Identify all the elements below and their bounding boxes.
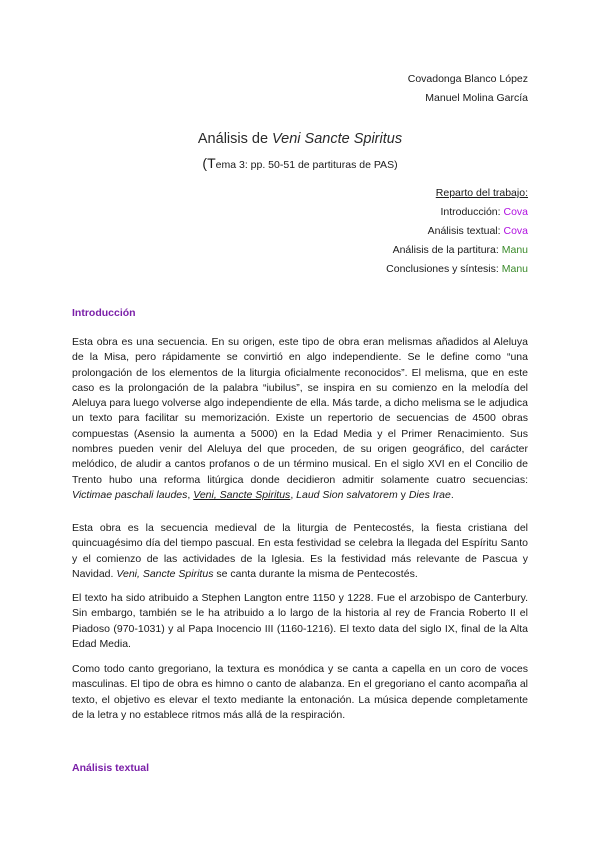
work-distribution-item: Análisis de la partitura: Manu — [392, 244, 528, 256]
work-distribution — [386, 184, 528, 279]
section-heading-introduccion: Introducción — [72, 307, 136, 319]
paragraph: Como todo canto gregoriano, la textura es monódica y se canta a capella en un coro de voces masculinas. El tipo de obra es himno o canto de alabanza. En el gregoriano el canto acompaña al texto, el objetivo es elevar el texto mediante la entonación. La música depende completamente de la letra y no establece ritmos más allá de la respiración. — [72, 663, 528, 721]
title-work-name: Veni Sancte Spiritus — [272, 131, 403, 147]
paragraph: Esta obra es la secuencia medieval de la liturgia de Pentecostés, la fiesta cristiana del quincuagésimo día del tiempo pascual. En esta festividad se celebra la llegada del Espíritu Santo y el comienzo de las actividades de la Iglesia. Es la festividad más relevante de Pascua y Navidad. Veni, Sancte Spiritus se canta durante la misma de Pentecostés. — [72, 522, 528, 580]
work-distribution-title: Reparto del trabajo: — [435, 187, 528, 199]
paragraph: El texto ha sido atribuido a Stephen Langton entre 1150 y 1228. Fue el arzobispo de Canterbury. Sin embargo, también se le ha atribuido a lo largo de la historia al rey de Francia Roberto II el Piadoso (970-1031) y al Papa Inocencio III (1160-1216). El texto data del siglo IX, final de la Alta Edad Media. — [72, 592, 528, 650]
author-name: Manuel Molina García — [425, 92, 528, 104]
document-subtitle: (Tema 3: pp. 50-51 de partituras de PAS) — [202, 155, 398, 171]
author-name: Covadonga Blanco López — [407, 73, 528, 85]
authors-block — [408, 70, 528, 108]
section-heading-analisis-textual: Análisis textual — [72, 762, 150, 774]
work-distribution-item: Análisis textual: Cova — [427, 225, 528, 237]
work-distribution-item: Conclusiones y síntesis: Manu — [386, 263, 528, 275]
paragraph: Esta obra es una secuencia. En su origen, este tipo de obra eran melismas añadidos al Aleluya de la Misa, pero rápidamente se convirtió en algo independiente. Se le define como “una prolongación de los elementos de la liturgia oficialmente reconocidos”. El melisma, que en este caso es la prolongación de la palabra “iubilus”, se inspira en su comienzo en la melodía del Aleluya para luego volverse algo independiente de ella. Más tarde, a dicho melisma se le adjudica un texto para facilitar su memorización. Existe un repertorio de secuencias de 4500 obras compuestas (Asensio la aumenta a 5000) en la Edad Media y el Primer Renacimiento. Sus nombres pueden venir del Aleluya del que proceden, de su origen geográfico, del carácter melódico, de aludir a cantos profanos o de un término musical. En el siglo XVI en el Concilio de Trento hubo una reforma litúrgica donde decidieron admitir solamente cuatro secuencias: Victimae paschali laudes, Veni, Sancte Spiritus, Laud Sion salvatorem y Dies Irae. — [72, 336, 528, 501]
document-title: Análisis de Veni Sancte Spiritus — [197, 131, 403, 147]
work-distribution-item: Introducción: Cova — [440, 206, 528, 218]
